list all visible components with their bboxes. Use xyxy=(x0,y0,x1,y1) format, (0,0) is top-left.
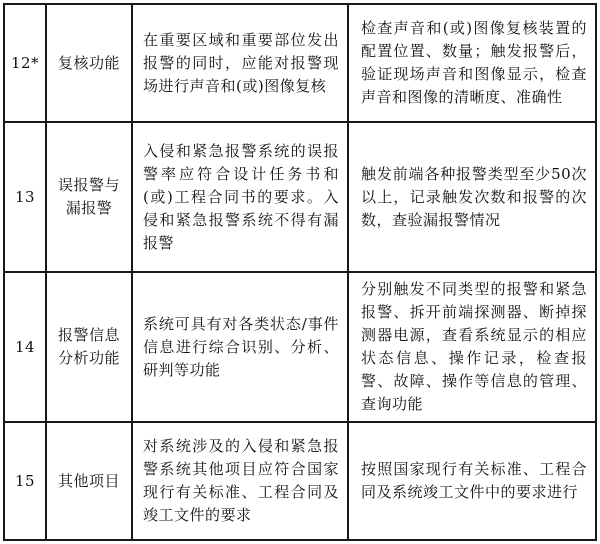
item-name xyxy=(46,272,132,422)
table-row xyxy=(4,422,596,540)
requirement-text: 对系统涉及的入侵和紧急报警系统其他项目应符合国家现行有关标准、工程合同及竣工文件的要求 xyxy=(132,422,348,540)
item-name-text: 其他项目 xyxy=(57,471,120,490)
row-number: 12* xyxy=(4,4,46,122)
method-text: 按照国家现行有关标准、工程合同及系统竣工文件中的要求进行 xyxy=(348,422,596,540)
requirement-text: 系统可具有对各类状态/事件信息进行综合识别、分析、研判等功能 xyxy=(132,272,348,422)
row-number: 15 xyxy=(4,422,46,540)
item-name xyxy=(46,422,132,540)
method-text: 检查声音和(或)图像复核装置的配置位置、数量；触发报警后，验证现场声音和图像显示，检查声音和图像的清晰度、准确性 xyxy=(348,4,596,122)
requirement-text: 入侵和紧急报警系统的误报警率应符合设计任务书和(或)工程合同书的要求。入侵和紧急报警系统不得有漏报警 xyxy=(132,122,348,272)
inspection-table xyxy=(3,3,597,541)
table-row xyxy=(4,272,596,422)
table-row xyxy=(4,122,596,272)
requirement-text: 在重要区域和重要部位发出报警的同时，应能对报警现场进行声音和(或)图像复核 xyxy=(132,4,348,122)
row-number: 13 xyxy=(4,122,46,272)
item-name-text: 误报警与漏报警 xyxy=(57,176,120,217)
row-number: 14 xyxy=(4,272,46,422)
item-name xyxy=(46,122,132,272)
method-text: 分别触发不同类型的报警和紧急报警、拆开前端探测器、断掉探测器电源，查看系统显示的相应状态信息、操作记录，检查报警、故障、操作等信息的管理、查询功能 xyxy=(348,272,596,422)
item-name-text: 复核功能 xyxy=(57,53,120,72)
item-name xyxy=(46,4,132,122)
method-text: 触发前端各种报警类型至少50次以上，记录触发次数和报警的次数，查验漏报警情况 xyxy=(348,122,596,272)
table-row xyxy=(4,4,596,122)
item-name-text: 报警信息分析功能 xyxy=(57,326,120,367)
